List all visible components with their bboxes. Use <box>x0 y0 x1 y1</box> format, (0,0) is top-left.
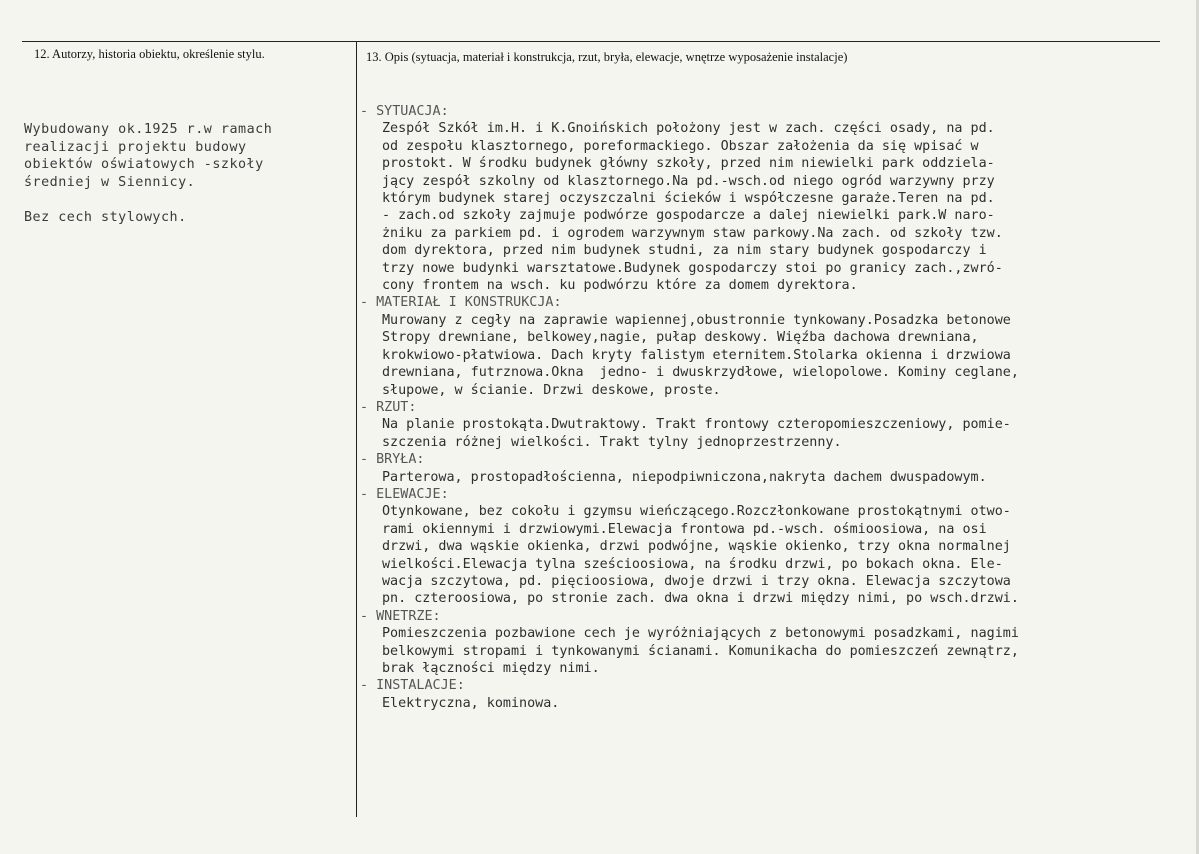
section-line: żniku za parkiem pd. i ogrodem warzywnym staw parkowy.Na zach. od szkoły tzw. <box>382 225 1003 241</box>
history-line: średniej w Siennicy. <box>24 174 196 190</box>
section-line: - zach.od szkoły zajmuje podwórze gospodarcze a dalej niewielki park.W naro- <box>382 208 995 224</box>
section-line: Pomieszczenia pozbawione cech je wyróżniających z betonowymi posadzkami, nagimi <box>382 626 1019 642</box>
history-line: Wybudowany ok.1925 r.w ramach <box>24 122 273 137</box>
history-line: obiektów oświatowych -szkoły <box>24 157 264 172</box>
section-line: drewniana, futrznowa.Okna jedno- i dwuskrzydłowe, wielopolowe. Kominy ceglane, <box>382 365 1019 381</box>
section-line: drzwi, dwa wąskie okienka, drzwi podwójne, wąskie okienko, trzy okna normalnej <box>382 539 1011 555</box>
section-title: - RZUT: <box>360 399 417 415</box>
description-text <box>360 103 1180 712</box>
right-column-heading: 13. Opis (sytuacja, materiał i konstrukcja, rzut, bryła, elewacje, wnętrze wyposażenie instalacje) <box>366 50 848 64</box>
section-line: pn. czteroosiowa, po stronie zach. dwa okna i drzwi między nimi, po wsch.drzwi. <box>382 591 1019 607</box>
section-line: wacja szczytowa, pd. pięcioosiowa, dwoje drzwi i trzy okna. Elewacja szczytowa <box>382 573 1011 589</box>
section-title: - BRYŁA: <box>360 452 425 468</box>
section-line: jący zespół szkolny od klasztornego.Na pd.-wsch.od niego ogród warzywny przy <box>382 173 995 189</box>
section-title: - MATERIAŁ I KONSTRUKCJA: <box>360 295 562 311</box>
section-line: krokwiowo-płatwiowa. Dach kryty falistym eternitem.Stolarka okienna i drzwiowa <box>382 347 1011 363</box>
section-title: - WNETRZE: <box>360 608 441 624</box>
section-line: rami okiennymi i drzwiowymi.Elewacja frontowa pd.-wsch. ośmioosiowa, na osi <box>382 521 987 537</box>
column-divider <box>356 41 357 817</box>
section-line: którym budynek starej oczyszczalni ścieków i współczesne garaże.Teren na pd. <box>382 191 995 207</box>
paragraph-gap <box>24 191 350 209</box>
section-line: brak łączności między nimi. <box>382 661 600 676</box>
style-note: Bez cech stylowych. <box>24 209 187 225</box>
section-line: słupowe, w ścianie. Drzwi deskowe, proste. <box>382 382 721 398</box>
section-line: belkowymi stropami i tynkowanymi ścianami. Komunikacha do pomieszczeń zewnątrz, <box>382 643 1019 659</box>
section-line: Otynkowane, bez cokołu i gzymsu wieńczącego.Rozczłonkowane prostokątnymi otwo- <box>382 504 1011 520</box>
table-top-rule <box>22 41 1160 42</box>
section-line: Zespół Szkół im.H. i K.Gnoińskich położony jest w zach. części osady, na pd. <box>382 121 995 137</box>
section-line: Murowany z cegły na zaprawie wapiennej,obustronnie tynkowany.Posadzka betonowe <box>382 312 1011 328</box>
section-line: Parterowa, prostopadłościenna, niepodpiwniczona,nakryta dachem dwuspadowym. <box>382 469 987 485</box>
history-text <box>24 121 350 226</box>
section-title: - SYTUACJA: <box>360 104 449 119</box>
section-line: Na planie prostokąta.Dwutraktowy. Trakt frontowy czteropomieszczeniowy, pomie- <box>382 417 1011 433</box>
section-line: trzy nowe budynki warsztatowe.Budynek gospodarczy stoi po granicy zach.,zwró- <box>382 260 1003 276</box>
section-line: szczenia różnej wielkości. Trakt tylny jednoprzestrzenny. <box>382 434 842 450</box>
left-column-heading: 12. Autorzy, historia obiektu, określenie stylu. <box>34 47 265 61</box>
section-line: Elektryczna, kominowa. <box>382 695 560 711</box>
section-line: wielkości.Elewacja tylna sześcioosiowa, na środku drzwi, po bokach okna. Ele- <box>382 556 1003 572</box>
history-line: realizacji projektu budowy <box>24 139 247 155</box>
section-title: - INSTALACJE: <box>360 678 465 694</box>
section-line: cony frontem na wsch. ku podwórzu które za domem dyrektora. <box>382 278 858 294</box>
section-line: Stropy drewniane, belkowey,nagie, pułap deskowy. Więźba dachowa drewniana, <box>382 330 979 346</box>
section-line: prostokt. W środku budynek główny szkoły, przed nim niewielki park oddziela- <box>382 156 995 172</box>
section-title: - ELEWACJE: <box>360 486 449 502</box>
section-line: dom dyrektora, przed nim budynek studni, za nim stary budynek gospodarczy i <box>382 243 987 259</box>
section-line: od zespołu klasztornego, poreformackiego. Obszar założenia da się wpisać w <box>382 138 979 154</box>
